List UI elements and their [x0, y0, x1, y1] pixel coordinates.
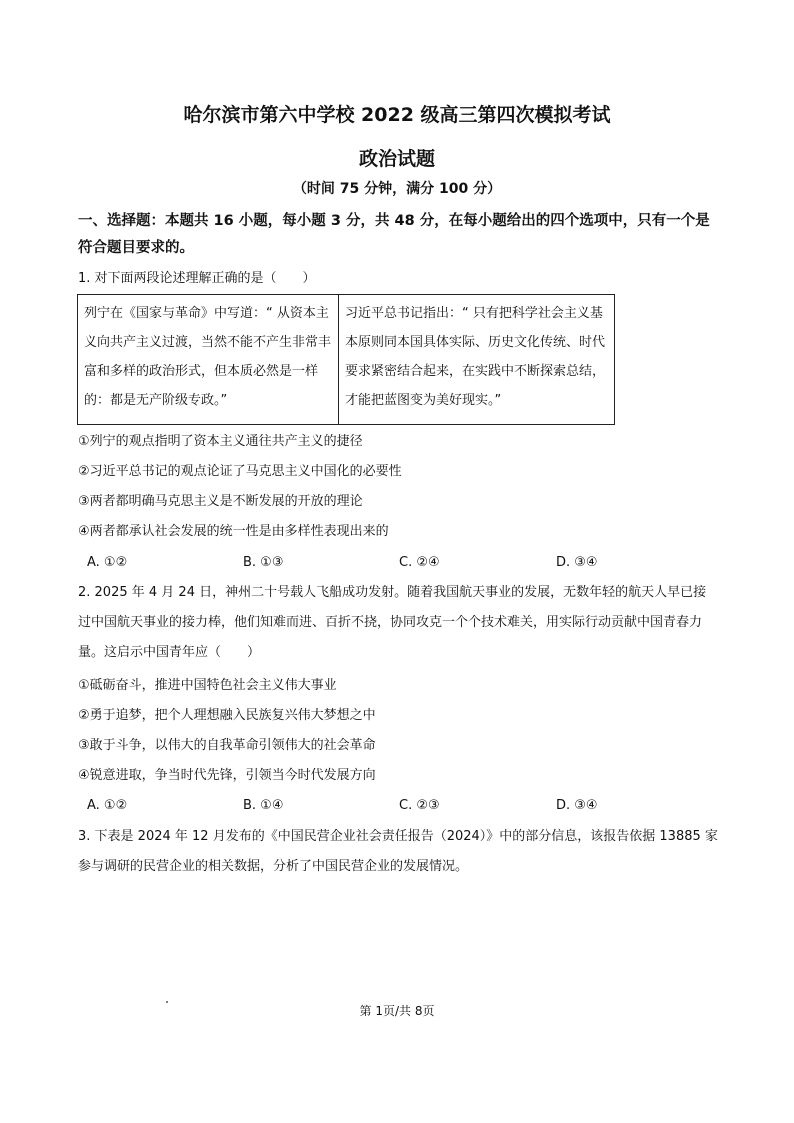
q2-option-a[interactable]: A. ①② [87, 798, 128, 813]
q2-stem: 2. 2025 年 4 月 24 日，神州二十号载人飞船成功发射。随着我国航天事业的发展，无数年轻的航天人早已接过中国航天事业的接力棒，他们知难而进、百折不挠，协同攻克一个个技术难关，用实际行动贡献中国青春力量。这启示中国青年应（ ） [78, 585, 707, 660]
q1-option-c[interactable]: C. ②④ [399, 555, 440, 570]
q2-statement-1: ①砥砺奋斗，推进中国特色社会主义伟大事业 [78, 678, 337, 693]
q1-statement-4: ④两者都承认社会发展的统一性是由多样性表现出来的 [78, 524, 389, 539]
quote-lenin: 列宁在《国家与革命》中写道：“ 从资本主义向共产主义过渡，当然不能不产生非常丰富和多样的政治形式，但本质必然是一样的：都是无产阶级专政。” [78, 295, 339, 424]
q2-option-b[interactable]: B. ①④ [243, 798, 284, 813]
page-number: 第 1页/共 8页 [359, 1004, 435, 1018]
q1-option-b[interactable]: B. ①③ [243, 555, 284, 570]
q1-options [78, 555, 718, 575]
exam-title: 哈尔滨市第六中学校 2022 级高三第四次模拟考试 [183, 104, 611, 126]
q2-statement-3: ③敢于斗争，以伟大的自我革命引领伟大的社会革命 [78, 738, 376, 753]
q3-stem: 3. 下表是 2024 年 12 月发布的《中国民营企业社会责任报告（2024）》中的部分信息，该报告依据 13885 家参与调研的民营企业的相关数据，分析了中国民营企业的发展情况。 [78, 829, 718, 874]
q1-statement-3: ③两者都明确马克思主义是不断发展的开放的理论 [78, 494, 363, 509]
q1-stem: 1. 对下面两段论述理解正确的是（ ） [78, 271, 316, 286]
q2-statement-2: ②勇于追梦，把个人理想融入民族复兴伟大梦想之中 [78, 708, 376, 723]
quote-xi: 习近平总书记指出：“ 只有把科学社会主义基本原则同本国具体实际、历史文化传统、时代要求紧密结合起来，在实践中不断探索总结，才能把蓝图变为美好现实。” [345, 306, 606, 408]
subject-title: 政治试题 [358, 148, 435, 170]
q1-option-d[interactable]: D. ③④ [556, 555, 598, 570]
q1-quote-table [77, 294, 615, 425]
section-heading: 一、选择题：本题共 16 小题，每小题 3 分，共 48 分，在每小题给出的四个选项中，只有一个是符合题目要求的。 [78, 213, 710, 256]
q2-option-c[interactable]: C. ②③ [399, 798, 440, 813]
q1-option-a[interactable]: A. ①② [87, 555, 128, 570]
q1-statement-2: ②习近平总书记的观点论证了马克思主义中国化的必要性 [78, 464, 402, 479]
q2-option-d[interactable]: D. ③④ [556, 798, 598, 813]
q2-statement-4: ④锐意进取，争当时代先锋，引领当今时代发展方向 [78, 768, 376, 783]
time-info: （时间 75 分钟，满分 100 分） [292, 181, 502, 197]
q1-statement-1: ①列宁的观点指明了资本主义通往共产主义的捷径 [78, 434, 363, 449]
q2-options [78, 798, 718, 818]
